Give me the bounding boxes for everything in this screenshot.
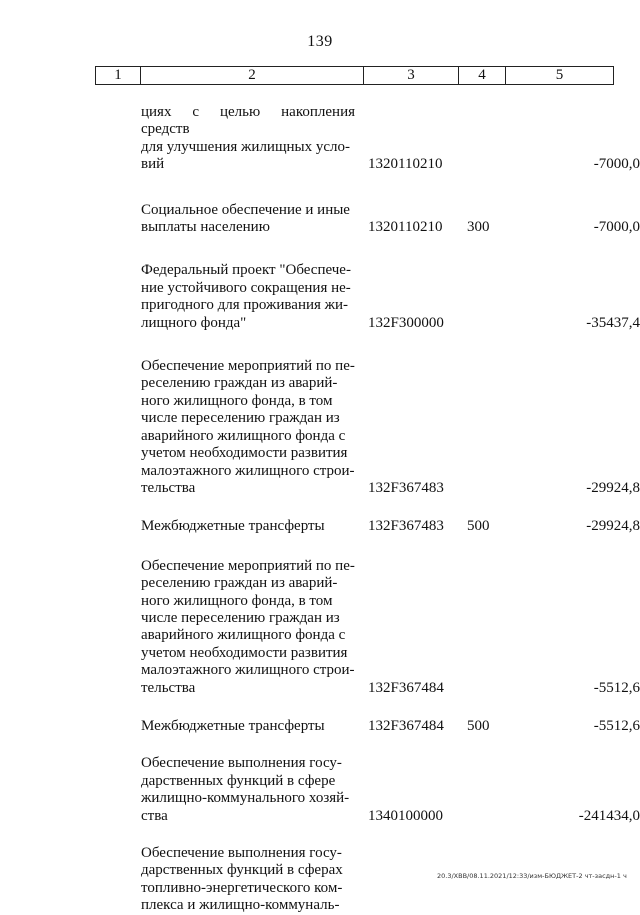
table-row <box>0 262 640 332</box>
table-row <box>0 104 640 174</box>
row-type: 300 <box>467 219 490 236</box>
row-name-line: дарственных функций в сферах <box>141 862 343 879</box>
row-code: 132F367484 <box>368 679 444 696</box>
row-name-line: Обеспечение выполнения госу- <box>141 755 342 772</box>
header-col-2: 2 <box>141 67 364 84</box>
row-name <box>141 718 355 735</box>
row-type: 500 <box>467 518 490 535</box>
row-code: 1320110210 <box>368 156 443 173</box>
row-name-line: Социальное обеспечение и иные <box>141 201 350 218</box>
row-code: 132F300000 <box>368 314 444 331</box>
row-name-line: Обеспечение выполнения госу- <box>141 845 342 861</box>
row-amount: -5512,6 <box>593 717 640 734</box>
row-name <box>141 104 355 174</box>
row-amount: -29924,8 <box>586 479 640 496</box>
header-col-3: 3 <box>364 67 459 84</box>
page-number: 139 <box>307 33 333 50</box>
row-name-line: лищного фонда" <box>141 314 247 331</box>
row-name-line: циях с целью накопления средств <box>141 104 355 138</box>
row-name-line: аварийного жилищного фонда с <box>141 427 346 444</box>
row-name-line: топливно-энергетического ком- <box>141 879 343 896</box>
row-name-line: реселению граждан из аварий- <box>141 575 338 592</box>
row-name-line: ства <box>141 807 168 824</box>
row-name-line: плекса и жилищно-коммуналь- <box>141 897 340 914</box>
row-name-line: тельства <box>141 679 196 696</box>
row-name-line: вий <box>141 156 165 173</box>
row-name <box>141 845 355 915</box>
row-name-line: жилищно-коммунального хозяй- <box>141 790 350 807</box>
row-name <box>141 262 355 332</box>
header-col-5: 5 <box>555 67 564 83</box>
header-col-4: 4 <box>459 67 506 84</box>
row-name-line: Обеспечение мероприятий по пе- <box>141 358 355 375</box>
row-name <box>141 558 355 697</box>
row-name-line: аварийного жилищного фонда с <box>141 627 346 644</box>
header-col-1: 1 <box>96 67 141 84</box>
row-name <box>141 518 355 535</box>
row-amount: -7000,0 <box>593 156 640 173</box>
footer-stamp: 20.3/ХВВ/08.11.2021/12:33/изм-БЮДЖЕТ-2 чт-засдн-1 ч <box>437 872 627 880</box>
table-row <box>0 718 640 735</box>
row-type: 500 <box>467 717 490 734</box>
row-name-line: тельства <box>141 479 196 496</box>
row-name-line: учетом необходимости развития <box>141 644 348 661</box>
row-name-line: для улучшения жилищных усло- <box>141 138 350 155</box>
table-header <box>95 66 614 85</box>
row-name-line: пригодного для проживания жи- <box>141 297 349 314</box>
row-name-line: выплаты населению <box>141 219 270 236</box>
row-amount: -5512,6 <box>593 679 640 696</box>
row-name-line: учетом необходимости развития <box>141 445 348 462</box>
row-code: 132F367483 <box>368 479 444 496</box>
table-body <box>0 84 640 915</box>
table-row <box>0 358 640 497</box>
row-code: 132F367484 <box>368 717 444 734</box>
row-code: 1340100000 <box>368 807 443 824</box>
row-name-line: дарственных функций в сфере <box>141 772 336 789</box>
row-name-line: Обеспечение мероприятий по пе- <box>141 557 355 574</box>
table-row <box>0 518 640 535</box>
row-name-line: числе переселению граждан из <box>141 410 340 427</box>
row-amount: -7000,0 <box>593 219 640 236</box>
row-name <box>141 202 355 237</box>
row-name-line: малоэтажного жилищного строи- <box>141 462 355 479</box>
row-name-line: Межбюджетные трансферты <box>141 717 325 734</box>
row-code: 1320110210 <box>368 219 443 236</box>
row-name-line: ние устойчивого сокращения не- <box>141 279 351 296</box>
row-amount: -35437,4 <box>586 314 640 331</box>
row-name-line: ного жилищного фонда, в том <box>141 592 333 609</box>
row-name-line: Межбюджетные трансферты <box>141 518 325 535</box>
row-name-line: числе переселению граждан из <box>141 609 340 626</box>
row-name <box>141 358 355 497</box>
row-name-line: малоэтажного жилищного строи- <box>141 662 355 679</box>
table-row <box>0 558 640 697</box>
row-name-line: ного жилищного фонда, в том <box>141 392 333 409</box>
row-name-line: реселению граждан из аварий- <box>141 375 338 392</box>
row-name <box>141 755 355 825</box>
table-row <box>0 755 640 825</box>
row-amount: -241434,0 <box>578 807 640 824</box>
row-amount: -29924,8 <box>586 518 640 535</box>
table-row <box>0 202 640 237</box>
row-name-line: Федеральный проект "Обеспече- <box>141 262 351 279</box>
row-code: 132F367483 <box>368 518 444 535</box>
